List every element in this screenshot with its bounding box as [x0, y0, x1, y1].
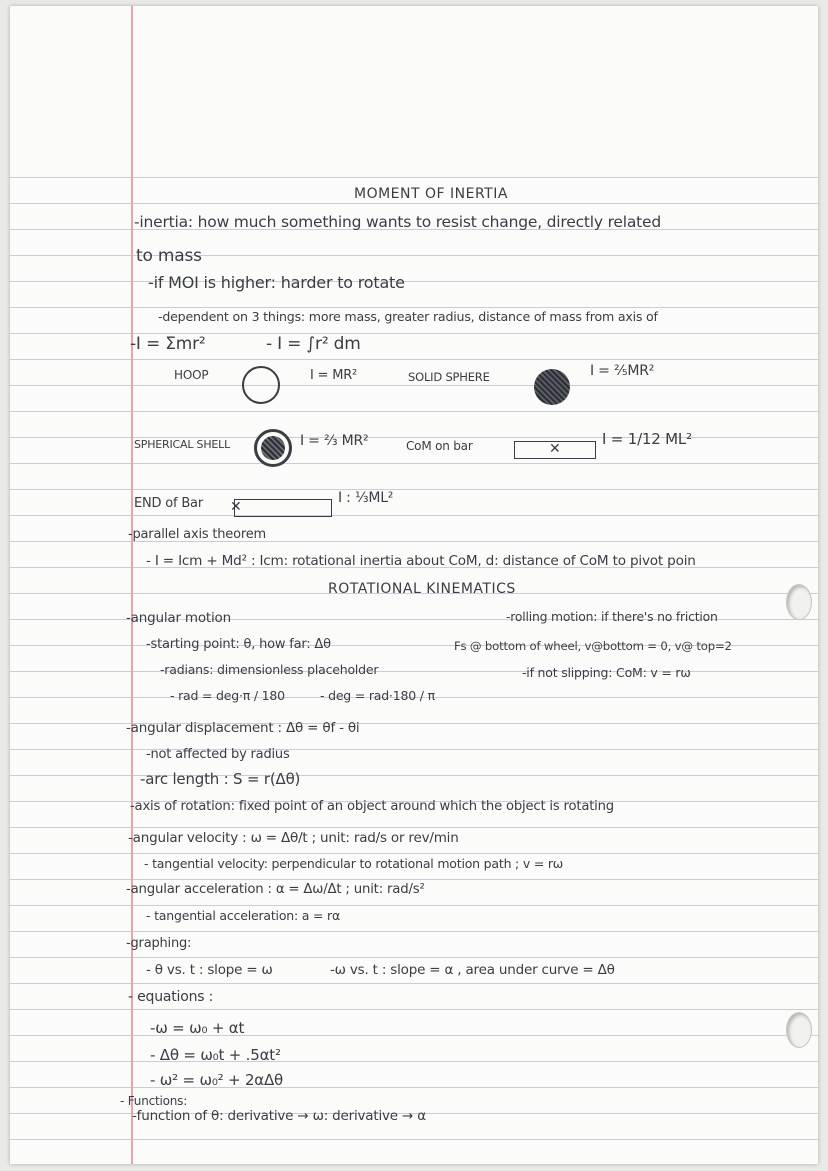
formula-sum: -I = Σmr² [130, 334, 206, 354]
equations-heading: - equations : [128, 989, 214, 1005]
functions-heading: - Functions: [120, 1094, 188, 1108]
equation-2: - Δθ = ω₀t + .5αt² [150, 1046, 281, 1064]
tangential-acceleration: - tangential acceleration: a = rα [146, 908, 341, 923]
end-bar-formula: I : ⅓ML² [338, 490, 394, 506]
hoop-formula: I = MR² [310, 368, 358, 383]
angular-motion: -angular motion [126, 610, 231, 626]
friction-bottom: Fs @ bottom of wheel, v@bottom = 0, v@ top=2 [454, 639, 732, 653]
not-slipping-note: -if not slipping: CoM: v = rω [522, 665, 691, 680]
angular-displacement: -angular displacement : Δθ = θf - θi [126, 720, 360, 736]
moi-higher-note: -if MOI is higher: harder to rotate [148, 273, 405, 292]
graphing-heading: -graphing: [126, 936, 192, 951]
arc-length: -arc length : S = r(Δθ) [140, 770, 301, 788]
deg-conversion: - deg = rad·180 / π [320, 688, 435, 703]
parallel-axis-heading: -parallel axis theorem [128, 527, 266, 542]
starting-point: -starting point: θ, how far: Δθ [146, 637, 331, 652]
page-title: MOMENT OF INERTIA [354, 186, 508, 202]
solid-sphere-formula: I = ⅖MR² [590, 363, 655, 379]
inertia-definition: -inertia: how much something wants to resist change, directly related [134, 213, 661, 231]
graph-omega-vs-t: -ω vs. t : slope = α , area under curve = Δθ [330, 962, 615, 978]
spherical-shell-drawing [254, 429, 292, 467]
tangential-velocity: - tangential velocity: perpendicular to rotational motion path ; v = rω [144, 856, 564, 871]
com-marker-icon: ✕ [549, 441, 561, 457]
solid-sphere-label: SOLID SPHERE [408, 370, 490, 384]
angular-velocity: -angular velocity : ω = Δθ/t ; unit: rad/s or rev/min [128, 830, 459, 846]
binder-hole [786, 1012, 812, 1048]
inertia-definition-cont: to mass [136, 246, 202, 266]
solid-sphere-drawing [534, 369, 570, 405]
functions-detail: -function of θ: derivative → ω: derivative → α [132, 1108, 426, 1124]
hoop-drawing [242, 366, 280, 404]
equation-1: -ω = ω₀ + αt [150, 1019, 245, 1037]
graph-theta-vs-t: - θ vs. t : slope = ω [146, 962, 273, 978]
com-bar-formula: I = 1/12 ML² [602, 430, 692, 448]
spherical-shell-label: SPHERICAL SHELL [134, 438, 231, 451]
spherical-shell-formula: I = ⅔ MR² [300, 433, 369, 449]
dependent-note: -dependent on 3 things: more mass, greater radius, distance of mass from axis of [158, 309, 658, 324]
radians-note: -radians: dimensionless placeholder [160, 662, 379, 677]
section-title: ROTATIONAL KINEMATICS [328, 581, 516, 597]
end-bar-label: END of Bar [134, 496, 203, 511]
equation-3: - ω² = ω₀² + 2αΔθ [150, 1071, 284, 1089]
rolling-motion: -rolling motion: if there's no friction [506, 609, 718, 624]
binder-hole [786, 584, 812, 620]
com-bar-label: CoM on bar [406, 439, 473, 453]
axis-of-rotation: -axis of rotation: fixed point of an object around which the object is rotating [130, 799, 614, 814]
hoop-label: HOOP [174, 368, 209, 382]
notebook-page [10, 6, 818, 1164]
not-affected-note: -not affected by radius [146, 747, 290, 762]
angular-acceleration: -angular acceleration : α = Δω/Δt ; unit: rad/s² [126, 882, 425, 897]
formula-integral: - I = ∫r² dm [266, 334, 361, 354]
rad-conversion: - rad = deg·π / 180 [170, 688, 285, 703]
end-bar-drawing [234, 499, 332, 517]
parallel-axis-formula: - I = Icm + Md² : Icm: rotational inertia about CoM, d: distance of CoM to pivot poin [146, 553, 696, 569]
pivot-marker-icon: ✕ [230, 499, 242, 515]
